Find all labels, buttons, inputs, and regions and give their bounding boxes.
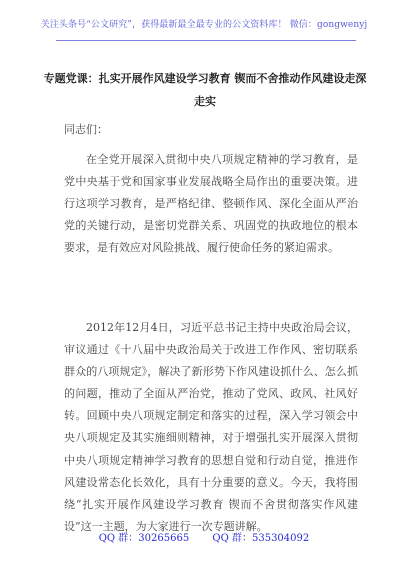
footer-contact xyxy=(0,533,408,545)
header-divider xyxy=(56,40,356,41)
header-note: 关注头条号“公文研究”，获得最新最全最专业的公文资料库！ 微信：gongwenyj xyxy=(40,20,368,30)
document-title: 专题党课：扎实开展作风建设学习教育 锲而不舍推动作风建设走深走实 xyxy=(43,72,367,108)
footer-qq-group-2: QQ 群：535304092 xyxy=(212,533,310,544)
salutation: 同志们： xyxy=(64,123,108,136)
paragraph-2: 2012年12月4日，习近平总书记主持中央政治局会议，审议通过《十八届中央政治局关于改进工作作风、密切联系群众的八项规定》，解决了新形势下作风建设抓什么、怎么抓的问题，推动了全面从严治党，推动了党风、政风、社风好转。回顾中央八项规定制定和落实的过程，深入学习领会中央八项规定及其实施细则精神，对于增强扎实开展深入贯彻中央八项规定精神学习教育的思想自觉和行动自觉，推进作风建设常态化长效化，具有十分重要的意义。今天，我将围绕“扎实开展作风建设学习教育 锲而不舍贯彻落实作风建设”这一主题，为大家进行一次专题讲解。 xyxy=(64,321,358,533)
footer-qq-group-1: QQ 群：30265665 xyxy=(98,533,190,544)
paragraph-1: 在全党开展深入贯彻中央八项规定精神的学习教育，是党中央基于党和国家事业发展战略全局作出的重要决策。进行这项学习教育，是严格纪律、整顿作风、深化全面从严治党的关键行动，是密切党群关系、巩固党的执政地位的根本要求，是有效应对风险挑战、履行使命任务的紧迫需求。 xyxy=(64,153,358,255)
